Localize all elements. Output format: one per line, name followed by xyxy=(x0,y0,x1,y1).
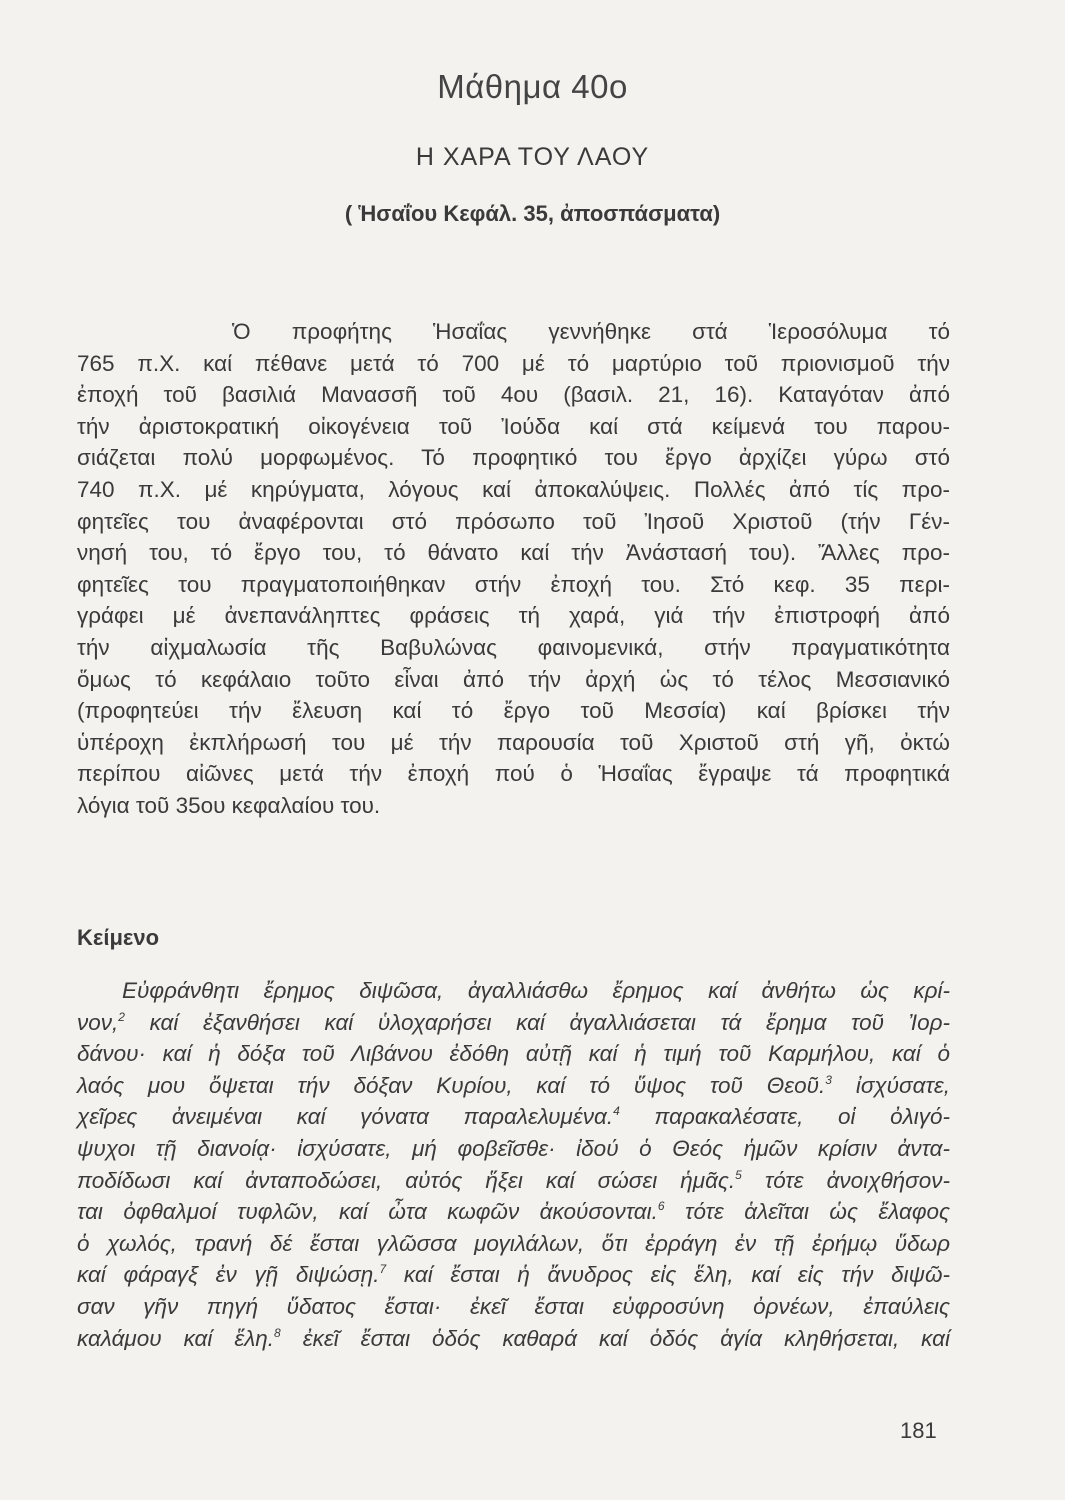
verse-text: ὁ χωλός, τρανή δέ ἔσται γλῶσσα μογιλάλων, ὅτι ἐρράγη ἐν τῇ ἐρήμῳ ὕδωρ xyxy=(77,1230,950,1256)
intro-line: ὑπέροχη ἐκπλήρωσή του μέ τήν παρουσία τοῦ Χριστοῦ στή γῆ, ὀκτώ xyxy=(77,729,950,755)
intro-line: νησή του, τό ἔργο του, τό θάνατο καί τήν Ἀνάστασή του). Ἄλλες προ- xyxy=(77,540,950,566)
verse-text: ἐκεῖ ἔσται ὁδός καθαρά καί ὁδός ἁγία κληθήσεται, καί xyxy=(280,1325,950,1351)
scripture-line xyxy=(77,1135,950,1163)
intro-line: ἐποχή τοῦ βασιλιά Μανασσῆ τοῦ 4ου (βασιλ. 21, 16). Καταγόταν ἀπό xyxy=(77,382,950,408)
verse-text: νον, xyxy=(77,1009,119,1035)
section-heading: Κείμενο xyxy=(77,925,160,950)
verse-text: καί ἔσται ἡ ἄνυδρος εἰς ἕλη, καί εἰς τήν διψῶ- xyxy=(386,1262,950,1288)
verse-text: ται ὀφθαλμοί τυφλῶν, καί ὦτα κωφῶν ἀκούσονται. xyxy=(77,1199,658,1225)
verse-text: χεῖρες ἀνειμέναι καί γόνατα παραλελυμένα. xyxy=(77,1104,614,1130)
scripture-line xyxy=(77,977,950,1005)
intro-line: Ὁ προφήτης Ἡσαΐας γεννήθηκε στά Ἱεροσόλυμα τό xyxy=(232,319,950,344)
intro-line: τήν ἀριστοκρατική οἰκογένεια τοῦ Ἰούδα καί στά κείμενά του παρου- xyxy=(77,413,950,439)
verse-text: καί φάραγξ ἐν γῇ διψώσῃ. xyxy=(77,1262,380,1288)
verse-number: 7 xyxy=(379,1262,387,1277)
verse-text: ἰσχύσατε, xyxy=(831,1072,950,1098)
verse-text: παρακαλέσατε, οἱ ὀλιγό- xyxy=(619,1104,951,1130)
intro-line: γράφει μέ ἀνεπανάληπτες φράσεις τή χαρά, γιά τήν ἐπιστροφή ἀπό xyxy=(77,603,950,629)
verse-text: ψυχοι τῇ διανοίᾳ· ἰσχύσατε, μή φοβεῖσθε· ἰδού ὁ Θεός ἡμῶν κρίσιν ἀντα- xyxy=(77,1136,950,1161)
page-number: 181 xyxy=(900,1418,937,1443)
intro-line: 765 π.Χ. καί πέθανε μετά τό 700 μέ τό μαρτύριο τοῦ πριονισμοῦ τήν xyxy=(77,350,950,376)
verse-text: δάνου· καί ἡ δόξα τοῦ Λιβάνου ἐδόθη αὐτῇ καί ἡ τιμή τοῦ Καρμήλου, καί ὁ xyxy=(77,1041,950,1067)
intro-line: φητεῖες του ἀναφέρονται στό πρόσωπο τοῦ Ἰησοῦ Χριστοῦ (τήν Γέν- xyxy=(77,508,950,534)
verse-number: 4 xyxy=(613,1104,620,1119)
verse-text: καλάμου καί ἕλη. xyxy=(77,1325,275,1351)
scripture-line xyxy=(77,1293,950,1321)
verse-text: λαός μου ὄψεται τήν δόξαν Κυρίου, καί τό ὕψος τοῦ Θεοῦ. xyxy=(77,1072,826,1098)
verse-number: 3 xyxy=(825,1072,832,1087)
lesson-title: Μάθημα 40ο xyxy=(437,68,628,105)
scripture-line xyxy=(77,1230,950,1258)
verse-text: καί ἐξανθήσει καί ὑλοχαρήσει καί ἀγαλλιάσεται τά ἔρημα τοῦ Ἰορ- xyxy=(124,1009,950,1035)
scripture-line xyxy=(77,1072,950,1100)
verse-number: 2 xyxy=(118,1009,125,1024)
intro-line: (προφητεύει τήν ἔλευση καί τό ἔργο τοῦ Μεσσία) καί βρίσκει τήν xyxy=(77,698,950,724)
scripture-line xyxy=(77,1040,950,1068)
intro-line: 740 π.Χ. μέ κηρύγματα, λόγους καί ἀποκαλύψεις. Πολλές ἀπό τίς προ- xyxy=(77,477,950,502)
intro-line: σιάζεται πολύ μορφωμένος. Τό προφητικό του ἔργο ἀρχίζει γύρω στό xyxy=(77,445,950,471)
verse-number: 8 xyxy=(274,1325,281,1340)
scripture-line xyxy=(77,1167,950,1195)
verse-text: τότε ἁλεῖται ὡς ἔλαφος xyxy=(664,1199,950,1225)
scripture-line xyxy=(77,1009,950,1037)
scripture-line xyxy=(77,1103,950,1131)
intro-line: περίπου αἰῶνες μετά τήν ἐποχή πού ὁ Ἡσαΐας ἔγραψε τά προφητικά xyxy=(77,761,950,787)
verse-text: Εὐφράνθητι ἔρημος διψῶσα, ἀγαλλιάσθω ἔρημος καί ἀνθήτω ὡς κρί- xyxy=(122,978,950,1003)
scripture-line xyxy=(77,1198,950,1226)
intro-line: λόγια τοῦ 35ου κεφαλαίου του. xyxy=(77,793,381,818)
scripture-line xyxy=(77,1261,950,1289)
verse-number: 6 xyxy=(657,1199,665,1214)
verse-text: σαν γῆν πηγή ὕδατος ἔσται· ἐκεῖ ἔσται εὐφροσύνη ὀρνέων, ἐπαύλεις xyxy=(77,1294,950,1319)
intro-line: φητεῖες του πραγματοποιήθηκαν στήν ἐποχή του. Στό κεφ. 35 περι- xyxy=(77,571,950,597)
intro-line: τήν αἰχμαλωσία τῆς Βαβυλώνας φαινομενικά, στήν πραγματικότητα xyxy=(77,635,950,660)
scripture-line xyxy=(77,1325,950,1353)
lesson-subtitle: Η ΧΑΡΑ ΤΟΥ ΛΑΟΥ xyxy=(415,143,650,171)
verse-text: τότε ἀνοιχθήσον- xyxy=(741,1167,950,1193)
verse-text: ποδίδωσι καί ἀνταποδώσει, αὐτός ἥξει καί σώσει ἡμᾶς. xyxy=(77,1167,736,1193)
verse-number: 5 xyxy=(735,1167,742,1182)
scripture-reference: ( Ἡσαΐου Κεφάλ. 35, ἀποσπάσματα) xyxy=(344,201,721,226)
intro-line: ὅμως τό κεφάλαιο τοῦτο εἶναι ἀπό τήν ἀρχή ὡς τό τέλος Μεσσιανικό xyxy=(77,666,950,692)
